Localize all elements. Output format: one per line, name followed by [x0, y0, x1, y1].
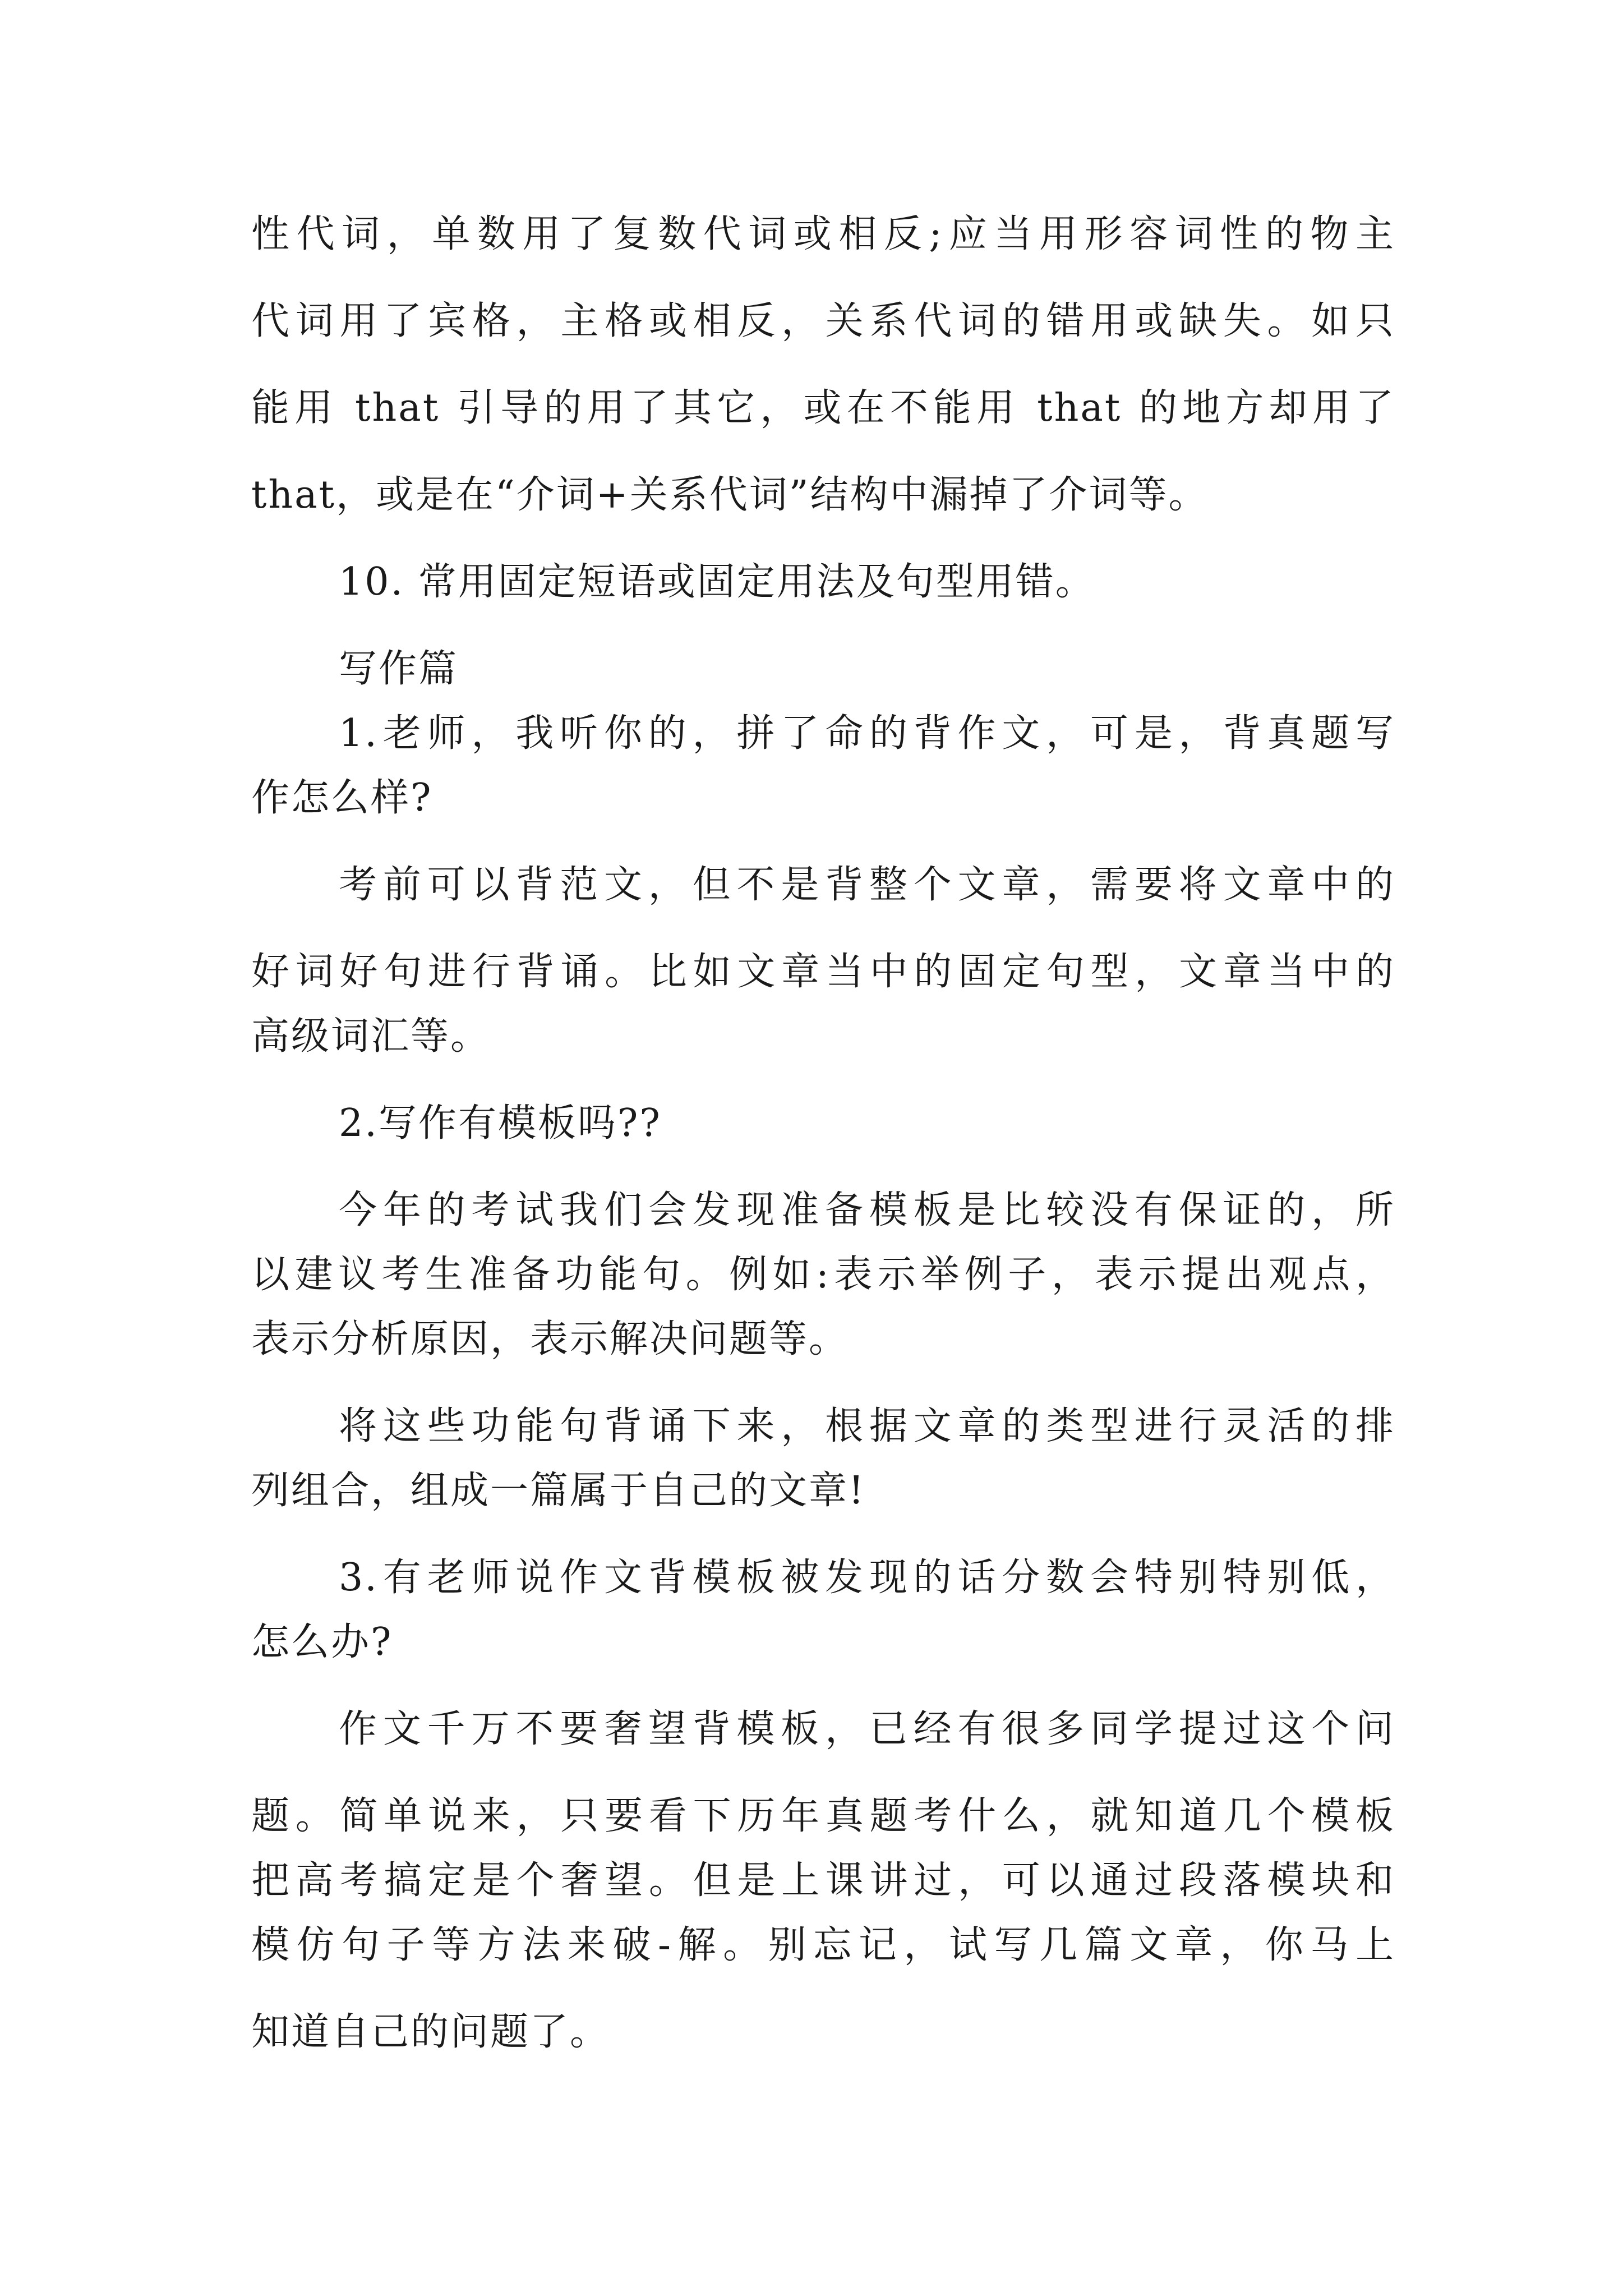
answer-line: 模仿句子等方法来破-解。别忘记，试写几篇文章，你马上: [251, 1923, 1395, 1967]
answer-line: 把高考搞定是个奢望。但是上课讲过，可以通过段落模块和: [251, 1858, 1395, 1903]
answer-line: 作文千万不要奢望背模板，已经有很多同学提过这个问: [339, 1707, 1395, 1751]
answer-line: 知道自己的问题了。: [251, 2010, 610, 2054]
answer-line: 好词好句进行背诵。比如文章当中的固定句型，文章当中的: [251, 950, 1395, 994]
answer-line: 考前可以背范文，但不是背整个文章，需要将文章中的: [339, 863, 1395, 907]
text-line: 性代词，单数用了复数代词或相反;应当用形容词性的物主: [251, 212, 1395, 256]
list-item-heading: 10. 常用固定短语或固定用法及句型用错。: [339, 560, 1095, 604]
text-line: that，或是在“介词+关系代词”结构中漏掉了介词等。: [251, 473, 1209, 517]
answer-line: 高级词汇等。: [251, 1014, 491, 1059]
text-line: 能用 that 引导的用了其它，或在不能用 that 的地方却用了: [251, 386, 1395, 430]
answer-line: 列组合，组成一篇属于自己的文章!: [251, 1469, 866, 1513]
question-line: 3.有老师说作文背模板被发现的话分数会特别特别低，: [339, 1556, 1395, 1600]
question-line: 怎么办?: [251, 1620, 393, 1664]
text-line: 代词用了宾格，主格或相反，关系代词的错用或缺失。如只: [251, 299, 1395, 343]
section-heading: 写作篇: [339, 647, 459, 691]
question-line: 2.写作有模板吗??: [339, 1101, 662, 1145]
question-line: 作怎么样?: [251, 776, 433, 820]
answer-line: 以建议考生准备功能句。例如:表示举例子，表示提出观点，: [251, 1253, 1395, 1297]
question-line: 1.老师，我听你的，拼了命的背作文，可是，背真题写: [339, 711, 1395, 756]
answer-line: 将这些功能句背诵下来，根据文章的类型进行灵活的排: [339, 1404, 1395, 1448]
answer-line: 表示分析原因，表示解决问题等。: [251, 1317, 849, 1361]
answer-line: 题。简单说来，只要看下历年真题考什么，就知道几个模板: [251, 1794, 1395, 1838]
answer-line: 今年的考试我们会发现准备模板是比较没有保证的，所: [339, 1188, 1395, 1232]
